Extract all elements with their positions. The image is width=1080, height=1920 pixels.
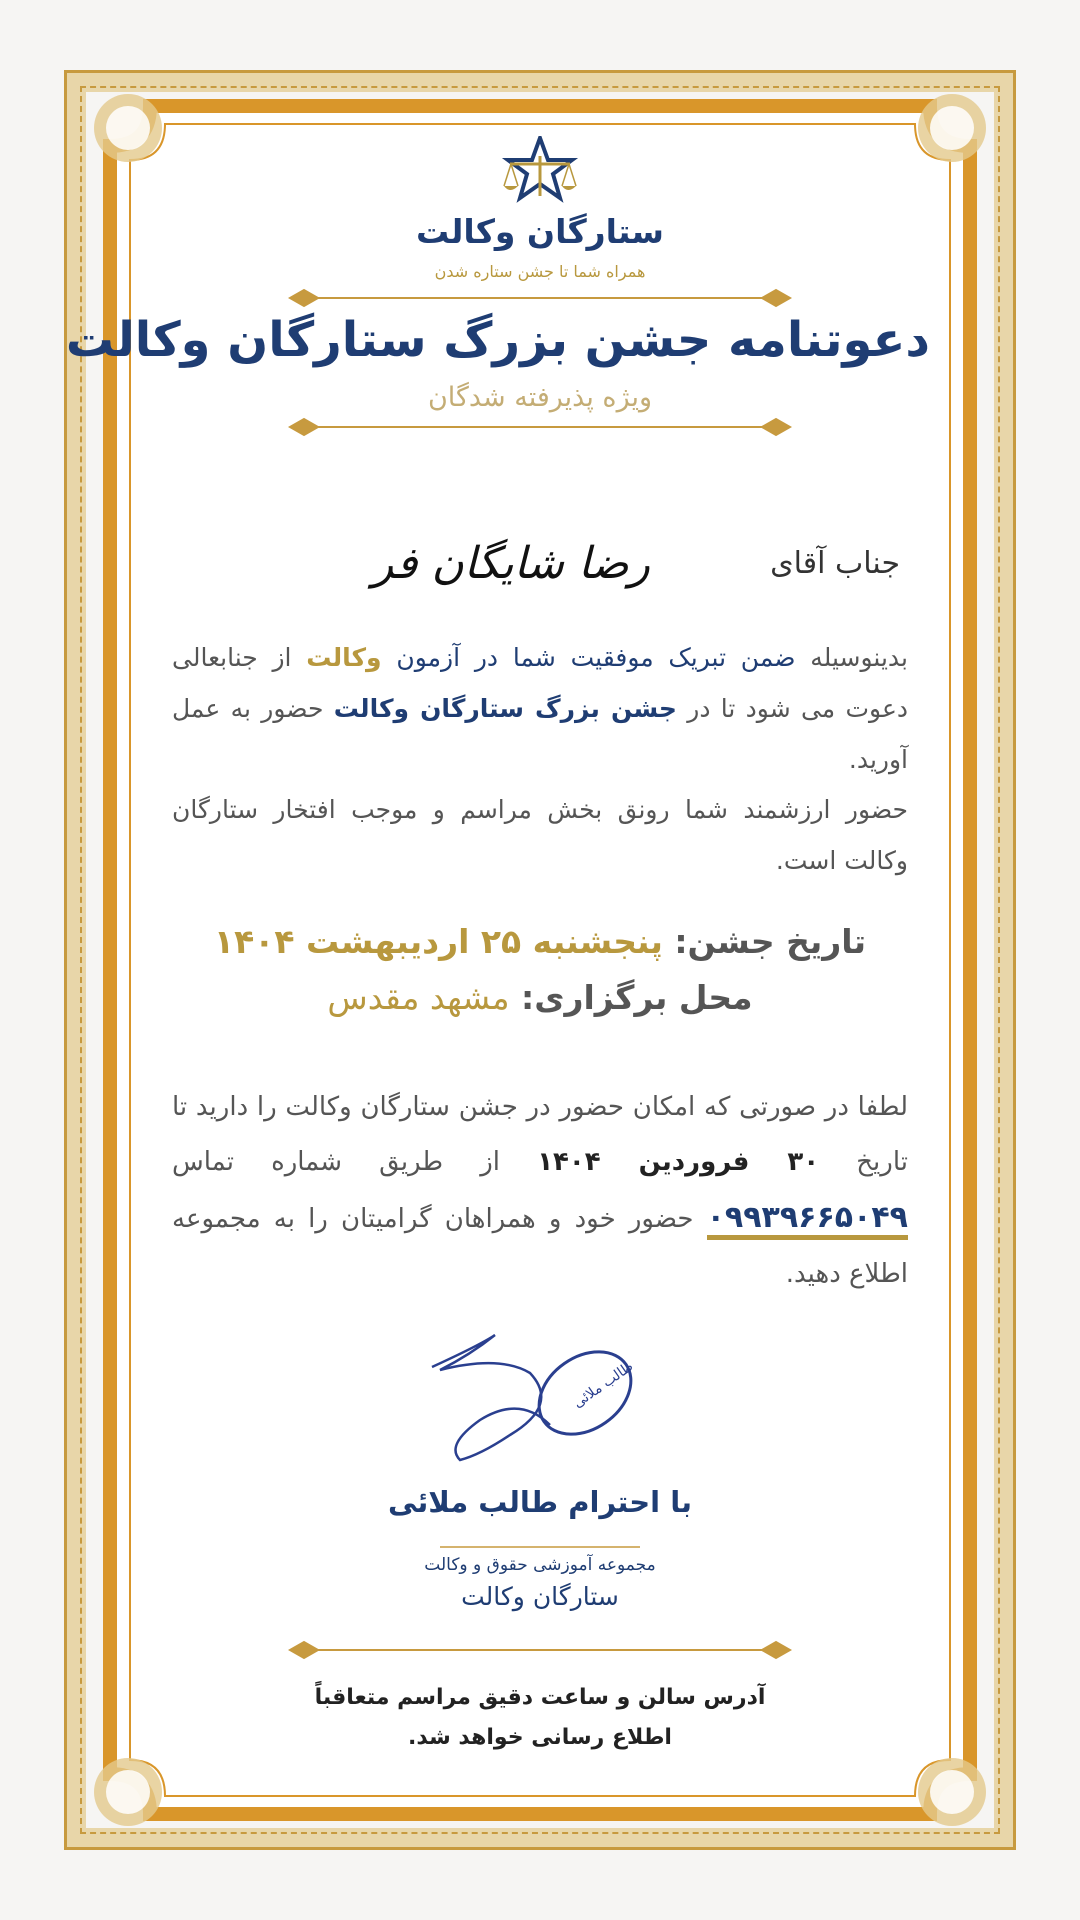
event-place-value: مشهد مقدس <box>327 978 510 1017</box>
invitation-title: دعوتنامه جشن بزرگ ستارگان وکالت <box>65 312 930 368</box>
event-date-value: پنجشنبه ۲۵ اردیبهشت ۱۴۰۴ <box>213 922 663 961</box>
rsvp-paragraph: لطفا در صورتی که امکان حضور در جشن ستارگان وکالت را دارید تا تاریخ ۳۰ فروردین ۱۴۰۴ از طریق شماره تماس ۰۹۹۳۹۶۶۵۰۴۹ حضور خود و همراهان گرامیتان را به مجموعه اطلاع دهید. <box>172 1092 909 1289</box>
footer-line-2: اطلاع رسانی خواهد شد. <box>408 1725 672 1750</box>
signature-org-name: ستارگان وکالت <box>461 1582 619 1611</box>
body-paragraph-1: بدینوسیله ضمن تبریک موفقیت شما در آزمون وکالت از جنابعالی دعوت می شود تا در جشن بزرگ ستارگان وکالت حضور به عمل آورید. <box>172 643 908 774</box>
recipient-name: رضا شایگان فر <box>372 538 650 589</box>
recipient-line <box>372 538 900 616</box>
invitation-subtitle: ویژه پذیرفته شدگان <box>427 382 653 413</box>
rsvp-phone[interactable]: ۰۹۹۳۹۶۶۵۰۴۹ <box>707 1200 908 1240</box>
rsvp-deadline: ۳۰ فروردین ۱۴۰۴ <box>537 1147 820 1177</box>
footer-line-1: آدرس سالن و ساعت دقیق مراسم متعاقباً <box>314 1685 766 1710</box>
signature-org-line: مجموعه آموزشی حقوق و وکالت <box>424 1555 656 1575</box>
body-paragraph-2: حضور ارزشمند شما رونق بخش مراسم و موجب افتخار ستارگان وکالت است. <box>172 795 908 875</box>
brand-tagline: همراه شما تا جشن ستاره شدن <box>434 262 646 281</box>
salutation: جناب آقای <box>770 546 900 581</box>
event-place <box>150 978 930 1017</box>
event-date-label: تاریخ جشن: <box>674 922 867 961</box>
event-place-label: محل برگزاری: <box>521 978 753 1017</box>
signature-regards: با احترام طالب ملائی <box>388 1485 692 1519</box>
event-date <box>150 922 930 961</box>
star-scales-logo-icon <box>496 136 584 206</box>
signature-stamp-icon <box>420 1325 660 1475</box>
brand-name: ستارگان وکالت <box>416 212 664 251</box>
stamp-text: طالب ملائی <box>570 1358 637 1412</box>
